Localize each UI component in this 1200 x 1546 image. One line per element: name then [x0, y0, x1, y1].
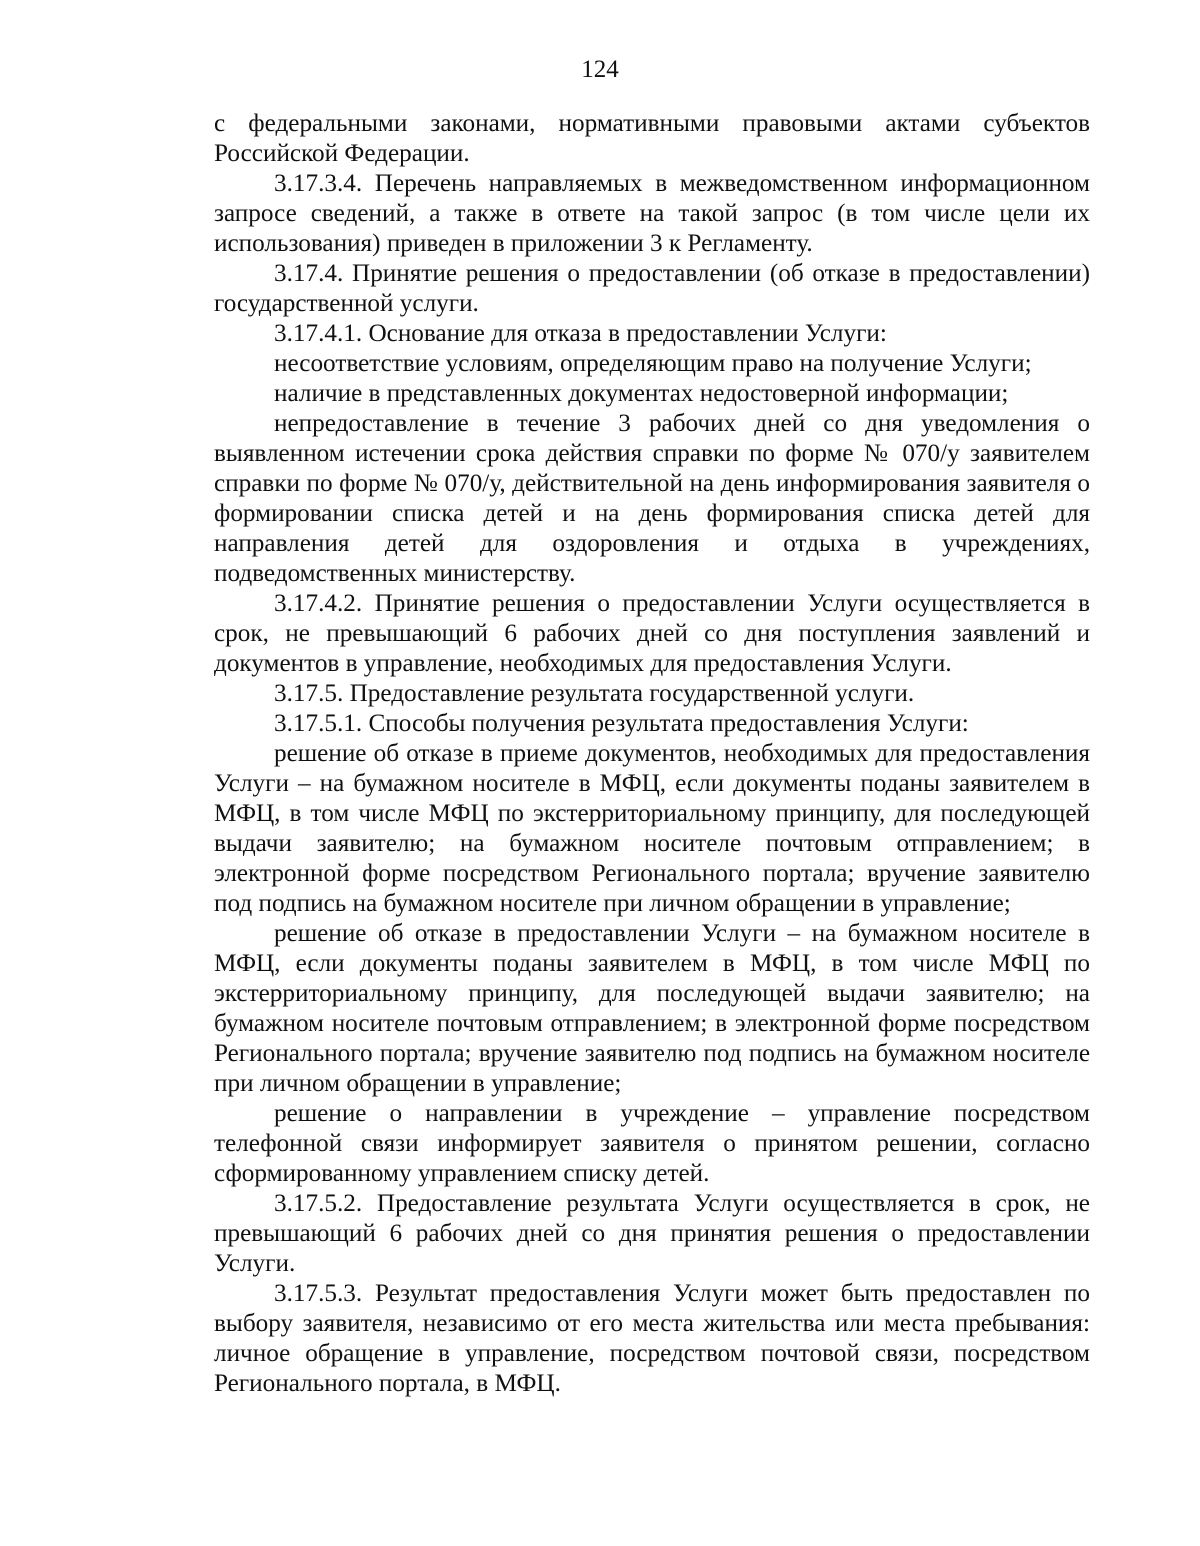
- paragraph-3-17-4-1: 3.17.4.1. Основание для отказа в предоставлении Услуги:: [274, 320, 887, 347]
- page-number: 124: [581, 56, 619, 83]
- paragraph-refusal-reason-2: наличие в представленных документах недостоверной информации;: [274, 380, 1009, 407]
- paragraph-3-17-5: 3.17.5. Предоставление результата государственной услуги.: [274, 680, 915, 707]
- paragraph-3-17-3-4: 3.17.3.4. Перечень направляемых в межведомственном информационном запросе сведений, а также в ответе на такой запрос (в том числе цели их использования) приведен в приложении 3 к Регламенту.: [214, 170, 1090, 257]
- paragraph-3-17-5-2: 3.17.5.2. Предоставление результата Услуги осуществляется в срок, не превышающий 6 рабочих дней со дня принятия решения о предоставлении Услуги.: [214, 1190, 1090, 1277]
- paragraph-3-17-5-3: 3.17.5.3. Результат предоставления Услуги может быть предоставлен по выбору заявителя, независимо от его места жительства или места пребывания: личное обращение в управление, посредством почтовой связи, посредством Регионального портала, в МФЦ.: [214, 1280, 1090, 1397]
- paragraph-continuation: с федеральными законами, нормативными правовыми актами субъектов Российской Федерации.: [214, 110, 1090, 167]
- paragraph-3-17-4: 3.17.4. Принятие решения о предоставлении (об отказе в предоставлении) государственной услуги.: [214, 260, 1090, 317]
- document-body: [214, 109, 1090, 1399]
- paragraph-result-method-1: решение об отказе в приеме документов, необходимых для предоставления Услуги – на бумажном носителе в МФЦ, если документы поданы заявителем в МФЦ, в том числе МФЦ по экстерриториальному принципу, для последующей выдачи заявителю; на бумажном носителе почтовым отправлением; в электронной форме посредством Регионального портала; вручение заявителю под подпись на бумажном носителе при личном обращении в управление;: [214, 740, 1090, 917]
- paragraph-3-17-4-2: 3.17.4.2. Принятие решения о предоставлении Услуги осуществляется в срок, не превышающий 6 рабочих дней со дня поступления заявлений и документов в управление, необходимых для предоставления Услуги.: [214, 590, 1090, 677]
- paragraph-refusal-reason-1: несоответствие условиям, определяющим право на получение Услуги;: [274, 350, 1032, 377]
- paragraph-3-17-5-1: 3.17.5.1. Способы получения результата предоставления Услуги:: [274, 710, 969, 737]
- paragraph-refusal-reason-3: непредоставление в течение 3 рабочих дней со дня уведомления о выявленном истечении срока действия справки по форме № 070/у заявителем справки по форме № 070/у, действительной на день информирования заявителя о формировании списка детей и на день формирования списка детей для направления детей для оздоровления и отдыха в учреждениях, подведомственных министерству.: [214, 410, 1090, 587]
- paragraph-result-method-3: решение о направлении в учреждение – управление посредством телефонной связи информирует заявителя о принятом решении, согласно сформированному управлением списку детей.: [214, 1100, 1090, 1187]
- paragraph-result-method-2: решение об отказе в предоставлении Услуги – на бумажном носителе в МФЦ, если документы поданы заявителем в МФЦ, в том числе МФЦ по экстерриториальному принципу, для последующей выдачи заявителю; на бумажном носителе почтовым отправлением; в электронной форме посредством Регионального портала; вручение заявителю под подпись на бумажном носителе при личном обращении в управление;: [214, 920, 1090, 1097]
